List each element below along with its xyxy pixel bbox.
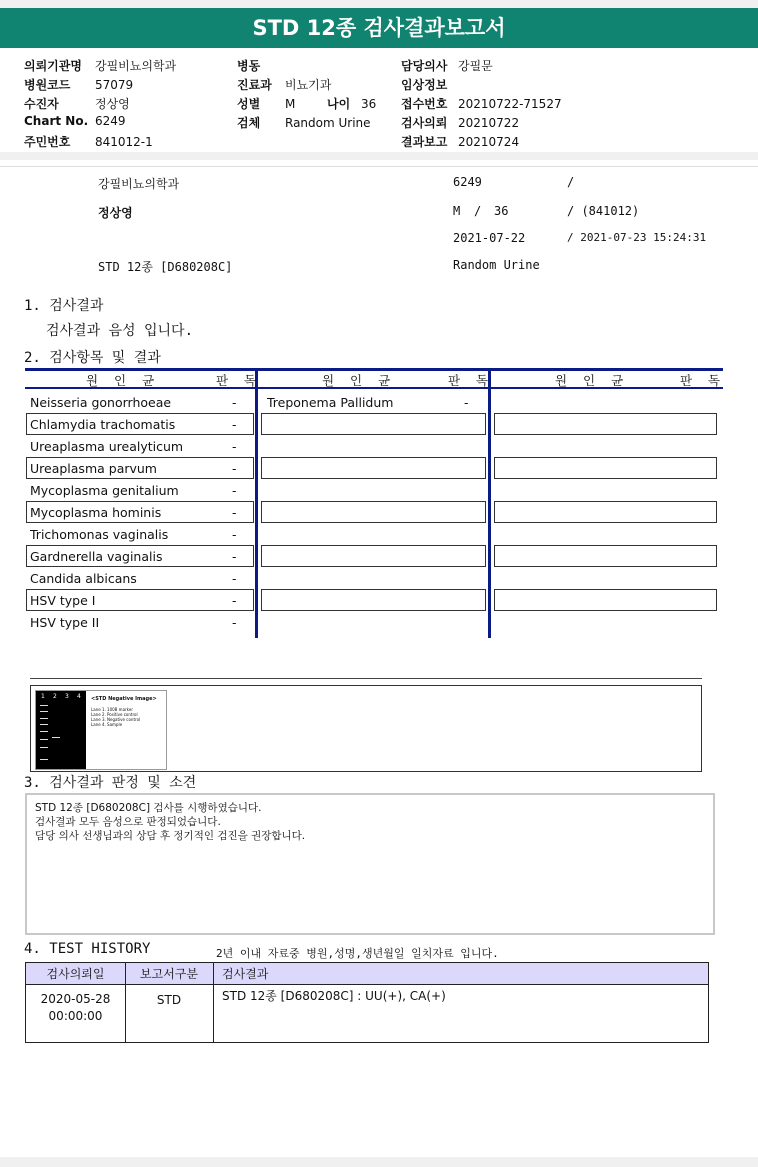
info-age: 36 [494,204,509,218]
header-separator [0,152,758,160]
value: 841012-1 [95,135,153,149]
history-header: 검사결과 [222,967,269,981]
value: 20210724 [458,135,520,149]
label: 담당의사 [401,59,448,73]
value: M [285,97,296,111]
info-specimen: Random Urine [453,258,540,272]
header-col3 [401,57,562,152]
empty-cell [494,589,717,611]
pathogen-name: Candida albicans [30,571,137,586]
report-title: STD 12종 검사결과보고서 [0,8,758,48]
section1-title: 1. 검사결과 [24,298,104,314]
info-date-received: 2021-07-22 [453,231,526,245]
pathogen-name: Mycoplasma hominis [30,505,162,520]
empty-cell [261,457,486,479]
pathogen-result: - [232,395,237,410]
pathogen-name: HSV type II [30,615,100,630]
info-sex: M [453,204,461,218]
opinion-line: 담당 의사 선생님과의 상담 후 정기적인 검진을 권장합니다. [35,830,306,842]
history-col-divider [213,963,214,1042]
age-label: 나이 [327,97,351,111]
info-slash: / [567,175,575,189]
label: Chart No. [24,114,89,128]
label: 결과보고 [401,135,448,149]
pathogen-result: - [232,505,237,520]
pathogen-name: Treponema Pallidum [267,395,394,410]
separator-line [0,166,758,167]
pathogen-result: - [232,461,237,476]
value: 57079 [95,78,134,92]
label: 접수번호 [401,97,448,111]
bottom-strip [0,1157,758,1167]
section4-title: 4. TEST HISTORY [24,941,151,957]
col-header-pathogen: 원 인 균 [555,373,630,388]
label: 성별 [237,97,261,111]
gel-image [35,690,167,770]
pathogen-name: Ureaplasma urealyticum [30,439,184,454]
pathogen-result: - [232,571,237,586]
label: 진료과 [237,78,272,92]
gel-caption-line: Lane 4. Sample [91,722,123,727]
empty-cell [494,457,717,479]
history-date: 2020-05-28 [40,992,111,1006]
label: 병원코드 [24,78,71,92]
pathogen-result: - [232,615,237,630]
top-strip [0,0,758,8]
history-type: STD [156,993,182,1007]
empty-cell [494,501,717,523]
gel-band [40,705,48,706]
empty-cell [261,501,486,523]
opinion-text [35,801,305,843]
header-col1 [24,57,176,152]
section4-note: 2년 이내 자료중 병원,성명,생년월일 일치자료 입니다. [216,947,499,960]
pathogen-result: - [232,527,237,542]
lane-number: 3 [65,693,69,700]
gel-band [40,724,48,725]
table-divider-2 [488,368,491,638]
empty-cell [494,545,717,567]
pathogen-result: - [232,593,237,608]
pathogen-name: Ureaplasma parvum [30,461,157,476]
col-header-pathogen: 원 인 균 [322,373,397,388]
pathogen-name: Gardnerella vaginalis [30,549,163,564]
col-header-result: 판 독 [448,373,495,388]
section1-text: 검사결과 음성 입니다. [46,323,194,339]
lane-number: 2 [53,693,57,700]
age-value: 36 [361,97,377,111]
pathogen-name: Trichomonas vaginalis [30,527,169,542]
gel-caption-line: Lane 3. Negative control [91,717,141,722]
empty-cell [494,413,717,435]
lane-number: 1 [41,693,45,700]
pathogen-result: - [232,483,237,498]
label: 수진자 [24,97,59,111]
value: 강필문 [458,59,493,73]
info-chart: 6249 [453,175,482,189]
section3-title: 3. 검사결과 판정 및 소견 [24,775,197,791]
info-clinic: 강필비뇨의학과 [98,177,180,191]
value: 20210722 [458,116,520,130]
label: 주민번호 [24,135,71,149]
opinion-box [25,793,715,935]
pathogen-name: Neisseria gonorrhoeae [30,395,172,410]
pathogen-result: - [464,395,469,410]
value: Random Urine [285,116,371,130]
col-header-result: 판 독 [216,373,263,388]
empty-cell [261,589,486,611]
empty-cell [261,413,486,435]
pathogen-result: - [232,439,237,454]
col-header-result: 판 독 [680,373,727,388]
label: 의뢰기관명 [24,59,82,73]
label: 검사의뢰 [401,116,448,130]
label: 검체 [237,116,261,130]
value: 정상영 [95,97,130,111]
gel-caption-title: <STD Negative Image> [91,696,157,702]
col-header-pathogen: 원 인 균 [86,373,161,388]
info-name: 정상영 [98,206,133,220]
opinion-line: 검사결과 모두 음성으로 판정되었습니다. [35,816,221,828]
info-date-reported: / 2021-07-23 15:24:31 [567,231,707,244]
history-time: 00:00:00 [48,1009,103,1023]
lane-number: 4 [77,693,81,700]
pathogen-name: Mycoplasma genitalium [30,483,179,498]
info-slash-age: / [474,204,482,218]
gel-band [40,718,48,719]
pathogen-name: HSV type I [30,593,96,608]
table-divider-1 [255,368,258,638]
opinion-line: STD 12종 [D680208C] 검사를 시행하였습니다. [35,802,262,814]
header-col2 [237,57,376,133]
info-birth: / (841012) [567,204,640,218]
info-test: STD 12종 [D680208C] [98,260,233,274]
gel-caption-line: Lane 2. Positive control [91,712,138,717]
history-result: STD 12종 [D680208C] : UU(+), CA(+) [222,989,446,1003]
gel-caption-lines [91,707,140,727]
label: 병동 [237,59,261,73]
gel-band [52,737,60,738]
value: 강필비뇨의학과 [95,59,177,73]
gel-band [40,739,48,740]
gel-caption-line: Lane 1. 100B marker [91,707,133,712]
gel-band [40,731,48,732]
history-header: 보고서구분 [140,967,198,981]
value: 비뇨기과 [285,78,332,92]
pathogen-name: Chlamydia trachomatis [30,417,176,432]
gel-band [40,711,48,712]
value: 6249 [95,114,126,128]
value: 20210722-71527 [458,97,562,111]
gel-rule [30,678,702,679]
label: 임상정보 [401,78,448,92]
pathogen-result: - [232,549,237,564]
section2-title: 2. 검사항목 및 결과 [24,350,161,366]
gel-band [40,747,48,748]
history-table [25,962,709,1043]
gel-lanes [36,691,86,769]
empty-cell [261,545,486,567]
pathogen-result: - [232,417,237,432]
history-header: 검사의뢰일 [46,967,105,981]
gel-band [40,759,48,760]
